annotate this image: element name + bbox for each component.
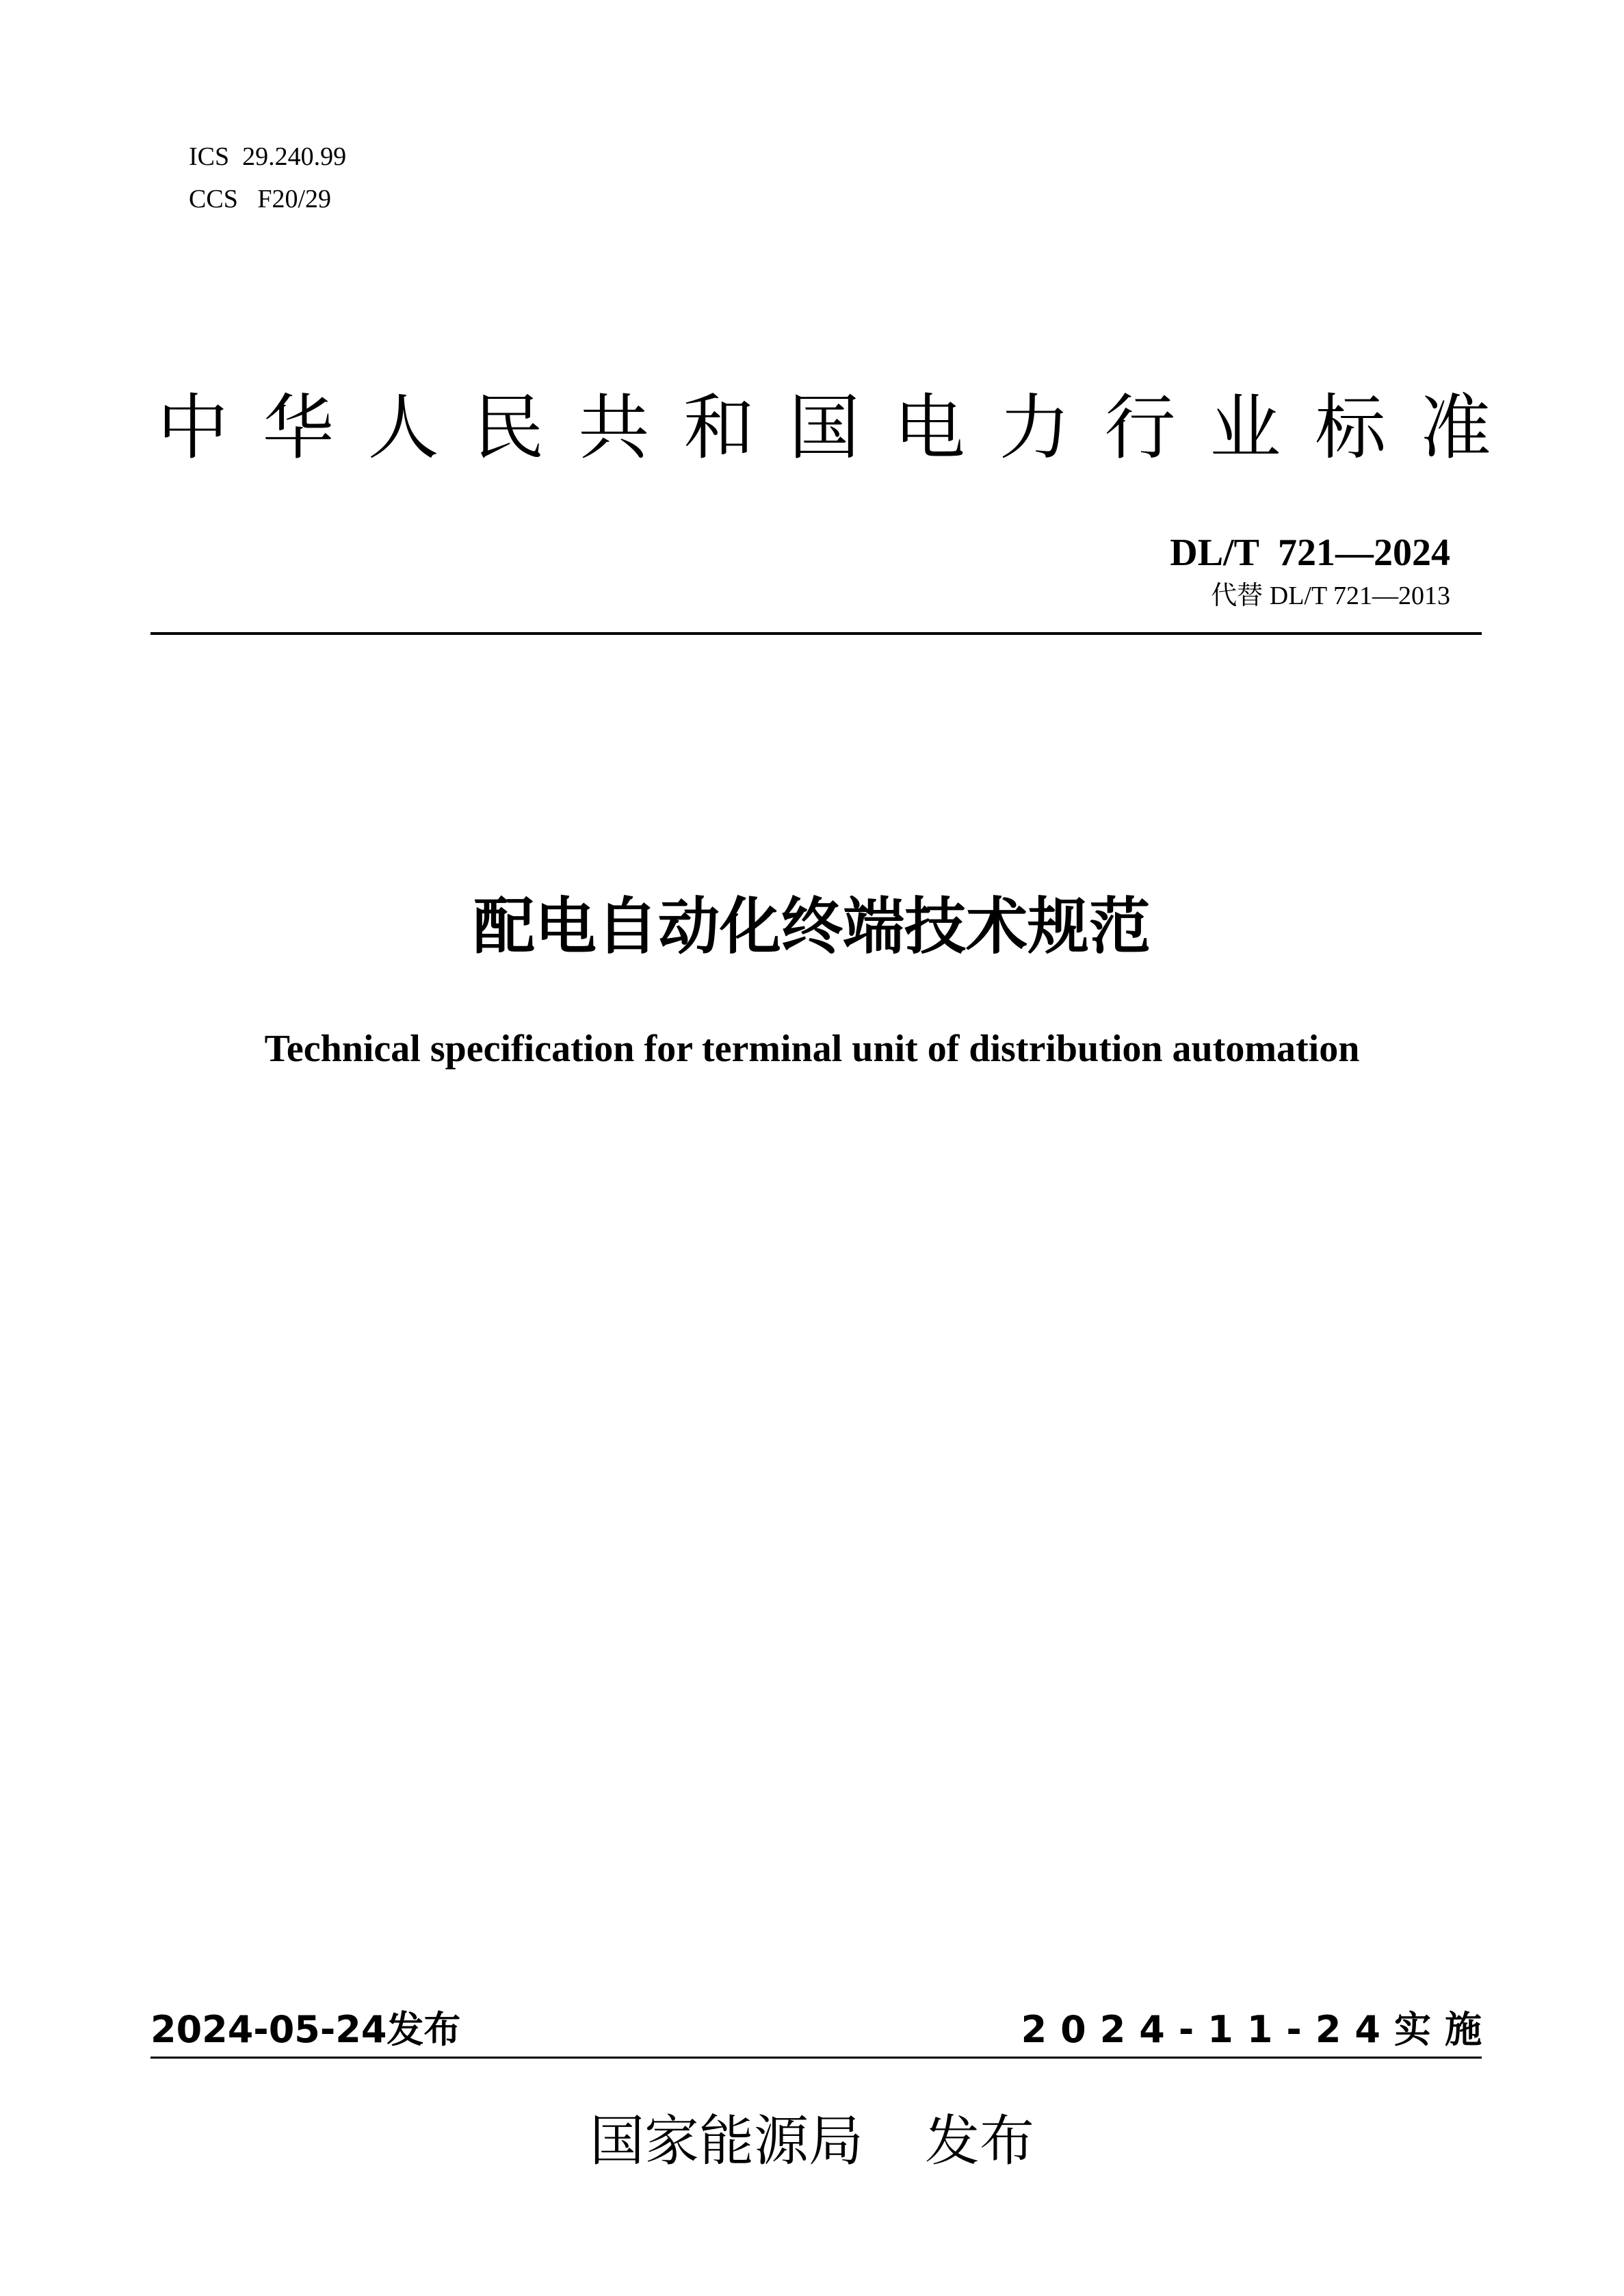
industry-title-char: 电 <box>893 386 965 469</box>
industry-title-char: 行 <box>1104 386 1176 469</box>
industry-title-char: 国 <box>788 386 860 469</box>
issuer-line <box>0 2107 1624 2176</box>
date-row <box>150 2005 1495 2059</box>
publish-date: 2024-05-24发布 <box>150 2008 461 2051</box>
implementation-date: 2024-11-24实施 <box>1021 2008 1495 2051</box>
industry-title-char: 和 <box>683 386 755 469</box>
industry-title-char: 力 <box>999 386 1071 469</box>
issuer-name: 国家能源局 <box>590 2109 863 2173</box>
standard-number: DL/T 721—2024 <box>1170 532 1450 574</box>
ics-code: ICS 29.240.99 <box>189 142 347 171</box>
industry-title-char: 准 <box>1419 386 1491 469</box>
industry-title-char: 中 <box>157 386 229 469</box>
industry-title-char: 华 <box>262 386 334 469</box>
industry-title-char: 共 <box>578 386 650 469</box>
document-title-english: Technical specification for terminal unit of distribution automation <box>264 1028 1360 1070</box>
ccs-code: CCS F20/29 <box>189 185 332 213</box>
document-title-chinese: 配电自动化终端技术规范 <box>473 891 1151 963</box>
industry-title-char: 标 <box>1315 386 1387 469</box>
header-divider <box>150 632 1482 635</box>
industry-title-char: 业 <box>1209 386 1281 469</box>
industry-title-char: 人 <box>367 386 439 469</box>
industry-title-char: 民 <box>473 386 545 469</box>
industry-standard-title <box>157 383 1491 472</box>
replaces-standard: 代替 DL/T 721—2013 <box>1211 582 1450 610</box>
issuer-action: 发布 <box>925 2109 1034 2173</box>
